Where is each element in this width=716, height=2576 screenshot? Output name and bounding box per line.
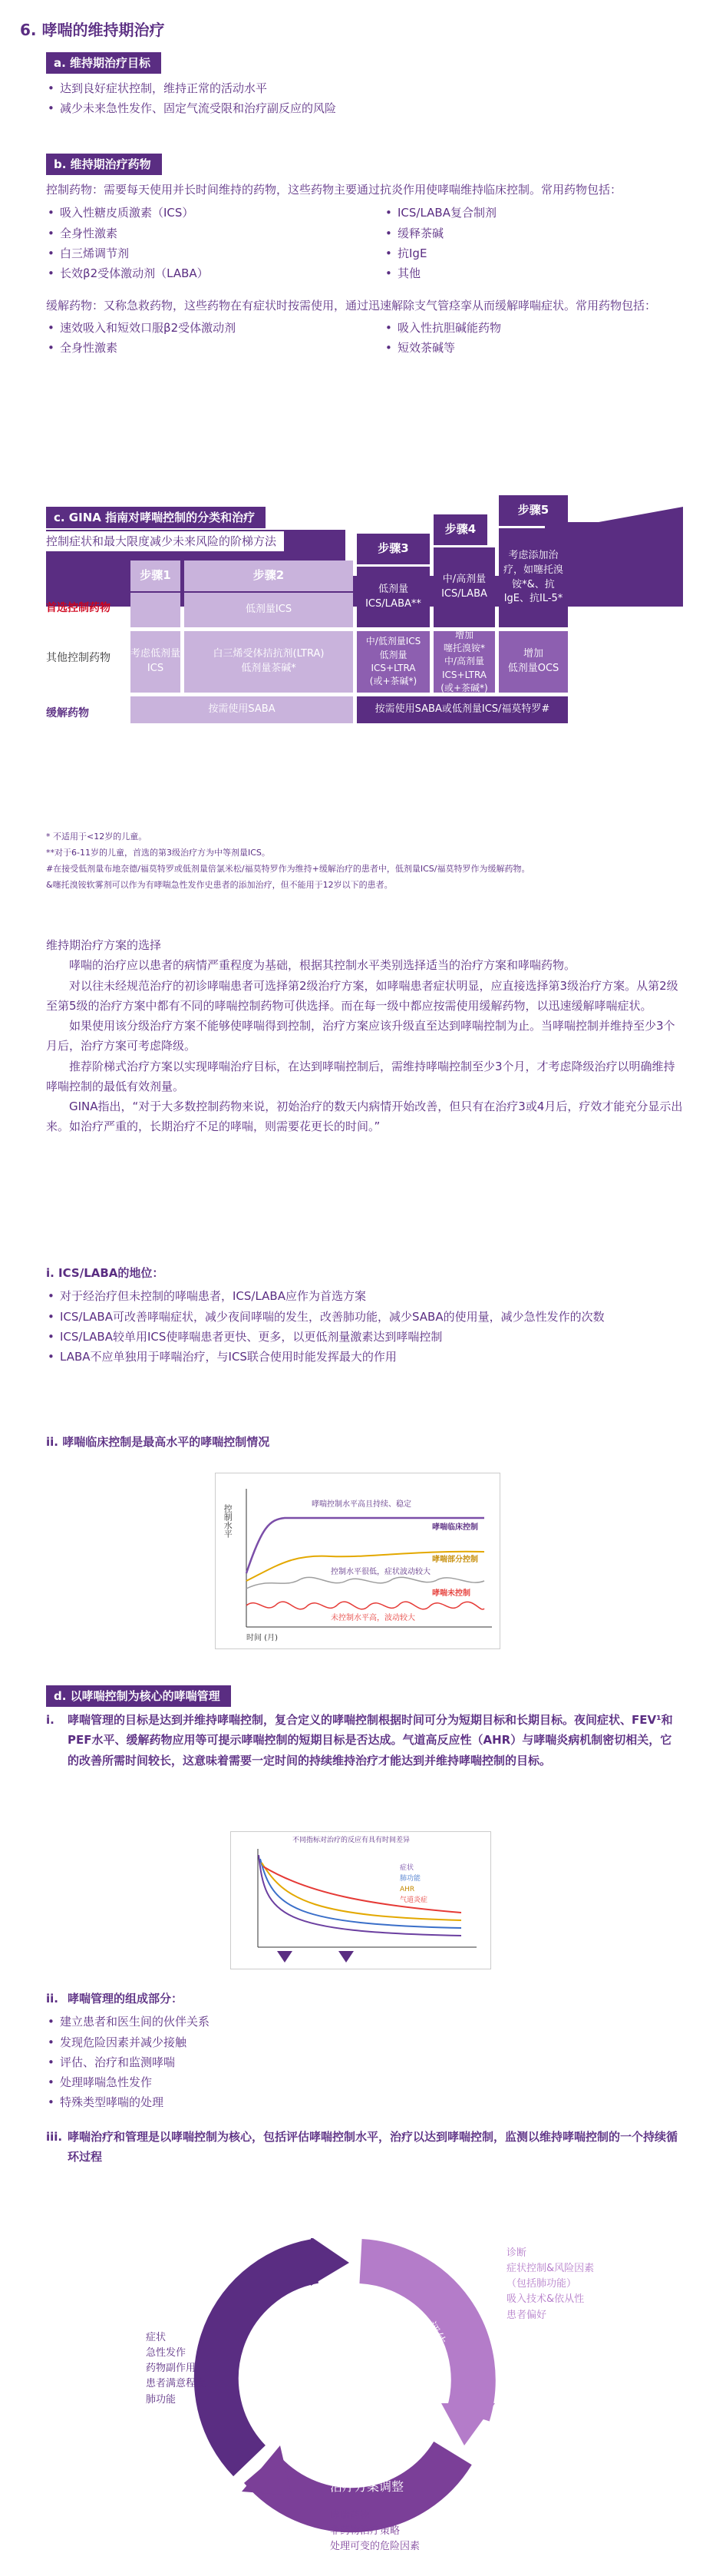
cycle-label-review: 治疗反应回顾	[266, 2303, 305, 2379]
step1-other: 考虑低剂量ICS	[130, 631, 180, 693]
fig-ylabel: 控制水平	[223, 1504, 233, 1538]
paragraph: 对以往未经规范治疗的初诊哮喘患者可选择第2级治疗方案，如哮喘患者症状明显，应直接选择第3级治疗方案。从第2级至第5级的治疗方案中都有不同的哮喘控制药物可供选择。而在每一级中都应按需使用缓解药物，以迅速缓解哮喘症状。	[46, 978, 678, 1013]
list-item: • 全身性激素	[46, 338, 322, 358]
item-number: i.	[46, 1713, 54, 1727]
cycle-heading: 哮喘治疗和管理是以哮喘控制为核心，包括评估哮喘控制水平，治疗以达到哮喘控制，监测以维持哮喘控制的一个持续循环过程	[68, 2129, 678, 2164]
assess-items	[506, 2246, 594, 2323]
section-a	[46, 52, 683, 119]
fig-label-controlled: 哮喘临床控制	[432, 1523, 478, 1532]
management-components	[46, 1989, 683, 2167]
step2-preferred: 低剂量ICS	[184, 593, 353, 627]
cycle-text: 急性发作	[146, 2347, 186, 2359]
list-item: • 速效吸入和短效口服β2受体激动剂	[46, 318, 322, 338]
tag-c: c. GINA 指南对哮喘控制的分类和治疗	[46, 507, 266, 528]
list-item: • 达到良好症状控制，维持正常的活动水平	[46, 78, 683, 98]
list-item: • 特殊类型哮喘的处理	[46, 2092, 683, 2112]
fig2-title: 不同指标对治疗的反应有具有时间差异	[292, 1837, 411, 1844]
gina-notes	[46, 829, 683, 894]
response-curves	[231, 1832, 492, 1970]
note: &噻托溴铵软雾剂可以作为有哮喘急性发作史患者的添加治疗，但不能用于12岁以下的患者。	[46, 879, 393, 890]
fig2-item: AHR	[400, 1886, 415, 1893]
fig-top-label: 哮喘控制水平高且持续、稳定	[312, 1500, 411, 1509]
row-label-reliever: 缓解药物	[46, 707, 89, 719]
step-2: 步骤2	[184, 561, 353, 591]
review-items	[146, 2330, 206, 2408]
step5-other: 增加 低剂量OCS	[499, 631, 568, 693]
fig2-item: 肺功能	[400, 1875, 421, 1883]
note: #在接受低剂量布地奈德/福莫特罗或低剂量倍氯米松/福莫特罗作为维持+缓解治疗的患者中，低剂量ICS/福莫特罗作为缓解药物。	[46, 863, 530, 874]
list-item: • ICS/LABA复合制剂	[384, 203, 660, 223]
fig2-item: 症状	[400, 1864, 414, 1872]
reliever-step3-5: 按需使用SABA或低剂量ICS/福莫特罗#	[357, 696, 568, 723]
cycle-text: 非药物治疗策略	[330, 2525, 401, 2538]
cycle-text: 患者偏好	[506, 2309, 547, 2321]
step-4: 步骤4	[434, 514, 487, 545]
list-item: • 减少未来急性发作、固定气流受限和治疗副反应的风险	[46, 98, 683, 118]
cycle-label-adjust: 治疗方案调整	[330, 2479, 404, 2494]
tag-d: d. 以哮喘控制为核心的哮喘管理	[46, 1685, 231, 1707]
list-item: • ICS/LABA可改善哮喘症状，减少夜间哮喘的发生，改善肺功能，减少SABA的使用量，减少急性发作的次数	[46, 1307, 683, 1327]
paragraph: 哮喘的治疗应以患者的病情严重程度为基础，根据其控制水平类别选择适当的治疗方案和哮喘药物。	[69, 958, 576, 973]
list-a	[46, 78, 683, 119]
gina-stairs	[46, 503, 683, 806]
cycle-text: 处理可变的危险因素	[330, 2541, 421, 2553]
response-time-figure	[230, 1831, 491, 1969]
list-item: • LABA不应单独用于哮喘治疗，与ICS联合使用时能发挥最大的作用	[46, 1347, 683, 1367]
fig-label-low: 控制水平很低，症状波动较大	[331, 1568, 431, 1576]
tag-a: a. 维持期治疗目标	[46, 52, 161, 74]
note: **对于6-11岁的儿童，首选的第3级治疗方为中等剂量ICS。	[46, 847, 270, 858]
management-cycle	[77, 2238, 660, 2561]
section-title: 6. 哮喘的维持期治疗	[20, 21, 165, 39]
step5-preferred: 考虑添加治疗，如噻托溴铵*&、抗IgE、抗IL-5*	[499, 528, 568, 627]
cycle-text: 症状控制&风险因素	[506, 2263, 595, 2275]
ics-laba-heading: i. ICS/LABA的地位：	[46, 1266, 164, 1280]
step1-preferred	[130, 593, 180, 627]
adjust-items	[330, 2508, 420, 2555]
paragraph: GINA指出，“对于大多数控制药物来说，初始治疗的数天内病情开始改善，但只有在治疗3或4月后，疗效才能充分显示出来。如治疗严重的，长期治疗不足的哮喘，则需要花更长的时间。”	[46, 1100, 683, 1134]
list-item: • 建立患者和医生间的伙伴关系	[46, 2012, 683, 2032]
management-goal: 哮喘管理的目标是达到并维持哮喘控制，复合定义的哮喘控制根据时间可分为短期目标和长期目标。夜间症状、FEV¹和PEF水平、缓解药物应用等可提示哮喘控制的短期目标是否达成。气道高反应性（AHR）与哮喘炎病机制密切相关，它的改善所需时间较长，这意味着需要一定时间的持续维持治疗才能达到并维持哮喘控制的目标。	[68, 1713, 673, 1767]
item-number: ii.	[46, 1992, 58, 2006]
step-1: 步骤1	[130, 561, 180, 591]
regimen-choice	[46, 935, 683, 1137]
tag-b: b. 维持期治疗药物	[46, 154, 162, 175]
control-heading-block	[46, 1432, 683, 1452]
components-heading: 哮喘管理的组成部分：	[68, 1992, 183, 2006]
list-item: • 处理哮喘急性发作	[46, 2072, 683, 2092]
list-item: • 对于经治疗但未控制的哮喘患者，ICS/LABA应作为首选方案	[46, 1286, 683, 1306]
list-item: • 发现危险因素并减少接触	[46, 2032, 683, 2052]
cycle-text: 吸入技术&依从性	[506, 2293, 585, 2306]
fig-label-partial: 哮喘部分控制	[432, 1556, 478, 1564]
reliever-step1-2: 按需使用SABA	[130, 696, 353, 723]
step-3: 步骤3	[357, 534, 430, 564]
section-b	[46, 154, 683, 358]
list-item: • 短效茶碱等	[384, 338, 660, 358]
control-heading: ii. 哮喘临床控制是最高水平的哮喘控制情况	[46, 1435, 270, 1449]
step-5: 步骤5	[499, 495, 568, 526]
cycle-text: 哮喘药物	[330, 2510, 371, 2521]
step2-other: 白三烯受体拮抗剂(LTRA) 低剂量茶碱*	[184, 631, 353, 693]
controller-list	[46, 203, 683, 283]
fig2-item: 气道炎症	[400, 1896, 428, 1904]
fig-label-uncontrolled: 哮喘未控制	[432, 1589, 470, 1598]
list-item: • 吸入性糖皮质激素（ICS）	[46, 203, 322, 223]
list-item: • 抗IgE	[384, 243, 660, 263]
fig-xlabel: 时间 (月)	[246, 1634, 278, 1642]
controller-intro: 控制药物：需要每天使用并长时间维持的药物，这些药物主要通过抗炎作用使哮喘维持临床控制。常用药物包括：	[46, 183, 622, 197]
cycle-label-assess: 评估	[424, 2319, 449, 2348]
cycle-text: 症状	[146, 2332, 167, 2343]
step3-preferred: 低剂量 ICS/LABA**	[357, 567, 430, 627]
step3-other: 中/低剂量ICS 低剂量 ICS+LTRA (或+茶碱*)	[357, 631, 430, 693]
cycle-text: 肺功能	[146, 2393, 177, 2406]
list-item: • 吸入性抗胆碱能药物	[384, 318, 660, 338]
paragraph: 推荐阶梯式治疗方案以实现哮喘治疗目标，在达到哮喘控制后，需维持哮喘控制至少3个月，才考虑降级治疗以明确维持哮喘控制的最低有效剂量。	[46, 1059, 675, 1093]
list-item: • 长效β2受体激动剂（LABA）	[46, 263, 322, 283]
list-item: • 缓释茶碱	[384, 223, 660, 243]
list-item: • ICS/LABA较单用ICS使哮喘患者更快、更多，以更低剂量激素达到哮喘控制	[46, 1327, 683, 1347]
section-d	[46, 1685, 683, 1771]
list-item: • 评估、治疗和监测哮喘	[46, 2052, 683, 2072]
control-level-figure	[215, 1473, 500, 1649]
item-number: iii.	[46, 2129, 63, 2144]
row-label-other: 其他控制药物	[46, 652, 111, 664]
paragraph: 如果使用该分级治疗方案不能够使哮喘得到控制，治疗方案应该升级直至达到哮喘控制为止。当哮喘控制并维持至少3个月后，治疗方案可考虑降级。	[46, 1019, 675, 1053]
cycle-text: 诊断	[506, 2247, 527, 2259]
step4-preferred: 中/高剂量 ICS/LABA	[434, 547, 495, 627]
stairs-subtitle: 控制症状和最大限度减少未来风险的阶梯方法	[46, 531, 284, 551]
row-label-preferred: 首选控制药物	[46, 602, 111, 614]
reliever-intro: 缓解药物：又称急救药物，这些药物在有症状时按需使用，通过迅速解除支气管痉挛从而缓解哮喘症状。常用药物包括：	[46, 299, 657, 313]
list-item: • 其他	[384, 263, 660, 283]
list-item: • 全身性激素	[46, 223, 322, 243]
list-item: • 白三烯调节剂	[46, 243, 322, 263]
regimen-heading: 维持期治疗方案的选择	[46, 938, 162, 952]
note: * 不适用于<12岁的儿童。	[46, 832, 147, 842]
fig-label-high: 未控制水平高，波动较大	[331, 1614, 415, 1622]
cycle-text: 患者满意程度	[146, 2378, 206, 2390]
cycle-text: （包括肺功能）	[506, 2278, 577, 2290]
cycle-text: 药物副作用	[146, 2363, 196, 2375]
ics-laba-section	[46, 1263, 683, 1367]
step4-other: 增加 噻托溴铵* 中/高剂量 ICS+LTRA (或+茶碱*)	[434, 631, 495, 693]
reliever-list	[46, 318, 683, 359]
